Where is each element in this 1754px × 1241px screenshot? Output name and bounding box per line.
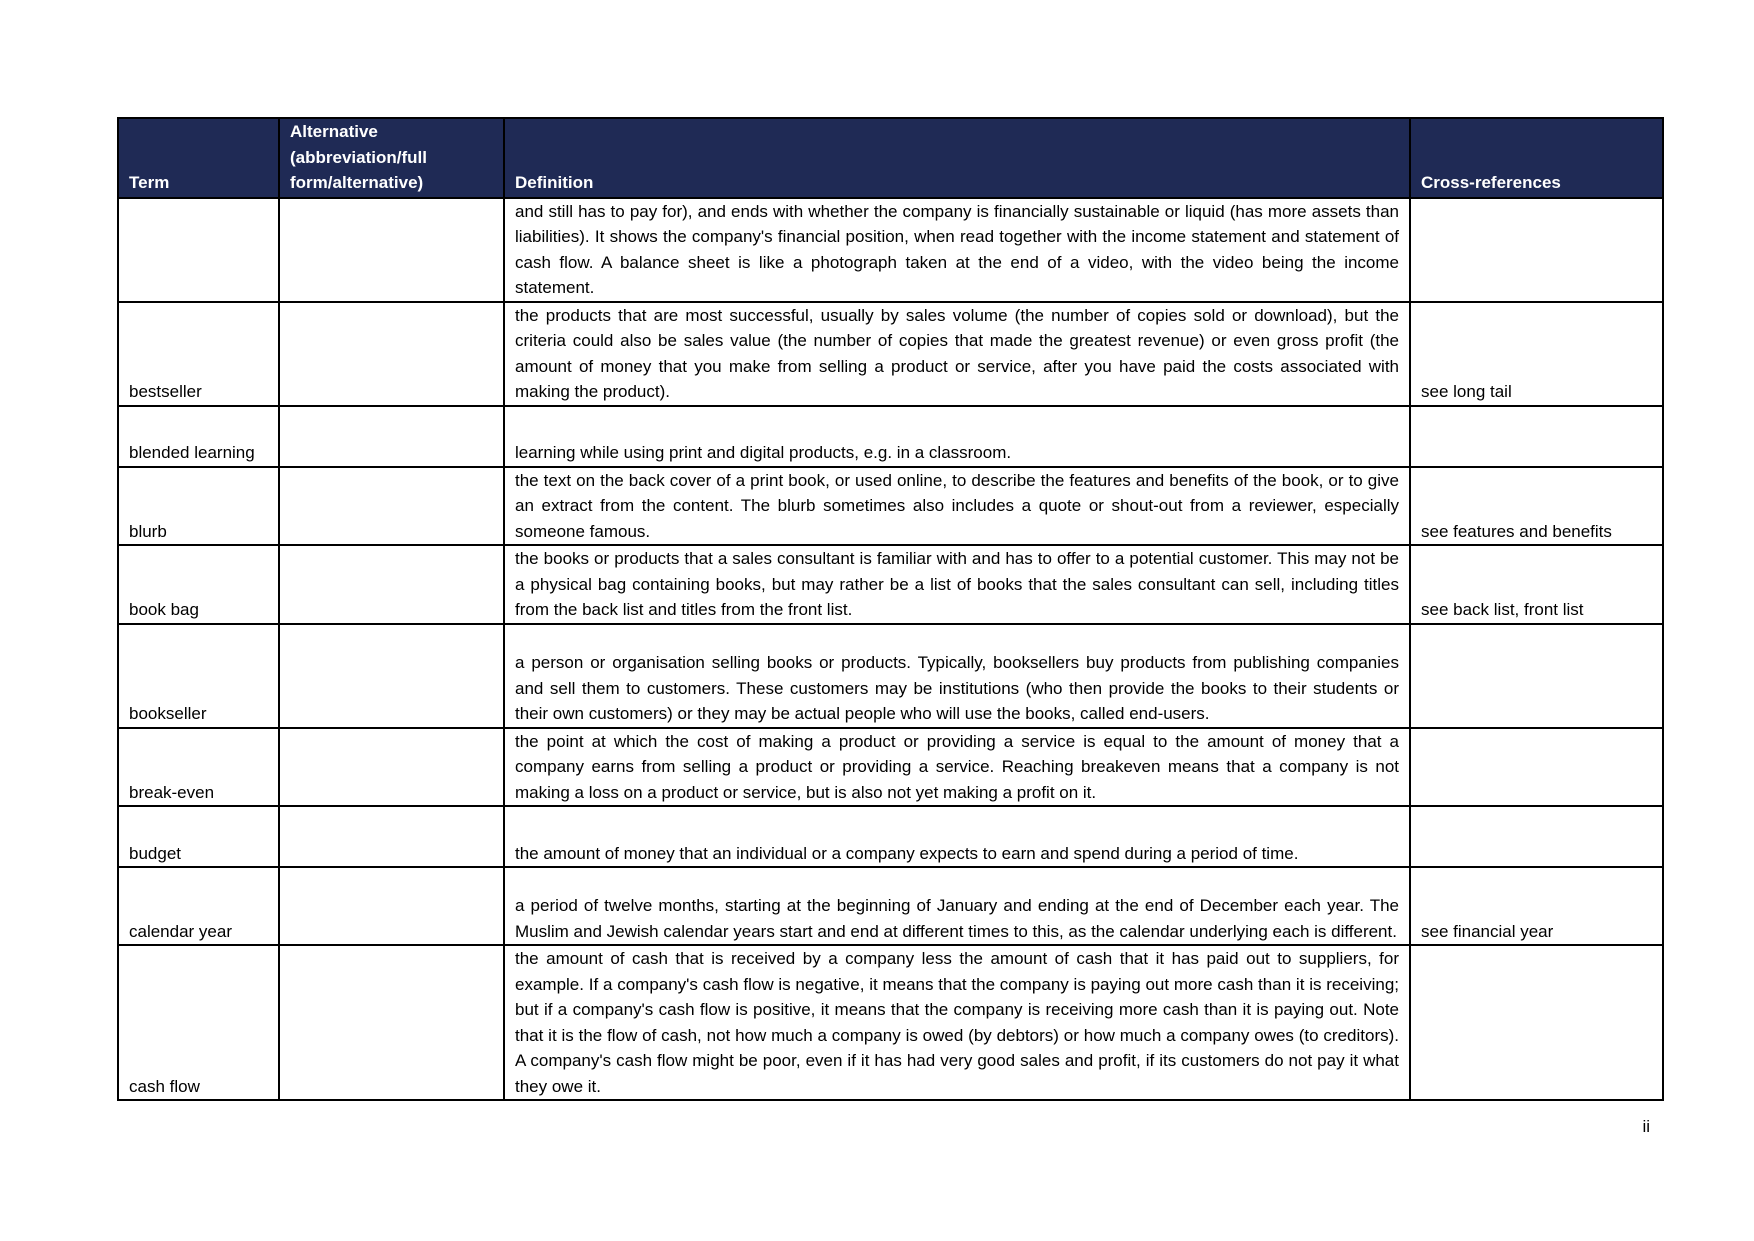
term-cell: cash flow bbox=[118, 945, 279, 1100]
definition-cell: the products that are most successful, usually by sales volume (the number of copies sold or download), but the criteria could also be sales value (the number of copies that made the greatest revenue) or even gross profit (the amount of money that you make from selling a product or service, after you have paid the costs associated with making the product). bbox=[504, 302, 1410, 406]
alternative-cell bbox=[279, 198, 504, 302]
header-alternative: Alternative (abbreviation/full form/alternative) bbox=[279, 118, 504, 198]
definition-cell: the text on the back cover of a print book, or used online, to describe the features and benefits of the book, or to give an extract from the content. The blurb sometimes also includes a quote or shout-out from a reviewer, especially someone famous. bbox=[504, 467, 1410, 546]
table-row bbox=[118, 728, 1663, 807]
term-cell: bookseller bbox=[118, 624, 279, 728]
cross-reference-cell bbox=[1410, 945, 1663, 1100]
term-cell: bestseller bbox=[118, 302, 279, 406]
table-row bbox=[118, 467, 1663, 546]
alternative-cell bbox=[279, 406, 504, 467]
table-row bbox=[118, 198, 1663, 302]
definition-cell: the amount of cash that is received by a company less the amount of cash that it has paid out to suppliers, for example. If a company's cash flow is negative, it means that the company is paying out more cash than it is receiving; but if a company's cash flow is positive, it means that the company is receiving more cash than it is paying out. Note that it is the flow of cash, not how much a company is owed (by debtors) or how much a company owes (to creditors). A company's cash flow might be poor, even if it has had very good sales and profit, if its customers do not pay it what they owe it. bbox=[504, 945, 1410, 1100]
alternative-cell bbox=[279, 806, 504, 867]
alternative-cell bbox=[279, 728, 504, 807]
definition-cell: and still has to pay for), and ends with whether the company is financially sustainable or liquid (has more assets than liabilities). It shows the company's financial position, when read together with the income statement and statement of cash flow. A balance sheet is like a photograph taken at the end of a video, with the video being the income statement. bbox=[504, 198, 1410, 302]
page-number: ii bbox=[1642, 1117, 1650, 1136]
definition-cell: learning while using print and digital products, e.g. in a classroom. bbox=[504, 406, 1410, 467]
definition-cell: the amount of money that an individual or a company expects to earn and spend during a period of time. bbox=[504, 806, 1410, 867]
table-row bbox=[118, 406, 1663, 467]
header-definition: Definition bbox=[504, 118, 1410, 198]
table-row bbox=[118, 302, 1663, 406]
table-row bbox=[118, 945, 1663, 1100]
term-cell: break-even bbox=[118, 728, 279, 807]
alternative-cell bbox=[279, 945, 504, 1100]
term-cell: calendar year bbox=[118, 867, 279, 945]
alternative-cell bbox=[279, 624, 504, 728]
alternative-cell bbox=[279, 302, 504, 406]
term-cell: blurb bbox=[118, 467, 279, 546]
term-cell: book bag bbox=[118, 545, 279, 624]
definition-cell: the books or products that a sales consultant is familiar with and has to offer to a potential customer. This may not be a physical bag containing books, but may rather be a list of books that the sales consultant can sell, including titles from the back list and titles from the front list. bbox=[504, 545, 1410, 624]
header-row bbox=[118, 118, 1663, 198]
cross-reference-cell: see back list, front list bbox=[1410, 545, 1663, 624]
cross-reference-cell bbox=[1410, 406, 1663, 467]
table-header bbox=[118, 118, 1663, 198]
table-row bbox=[118, 867, 1663, 945]
alternative-cell bbox=[279, 867, 504, 945]
cross-reference-cell: see financial year bbox=[1410, 867, 1663, 945]
table-row bbox=[118, 624, 1663, 728]
term-cell: blended learning bbox=[118, 406, 279, 467]
glossary-table bbox=[117, 117, 1664, 1101]
cross-reference-cell: see long tail bbox=[1410, 302, 1663, 406]
term-cell bbox=[118, 198, 279, 302]
definition-cell: a period of twelve months, starting at the beginning of January and ending at the end of December each year. The Muslim and Jewish calendar years start and end at different times to this, as the calendar underlying each is different. bbox=[504, 867, 1410, 945]
cross-reference-cell bbox=[1410, 624, 1663, 728]
cross-reference-cell bbox=[1410, 728, 1663, 807]
alternative-cell bbox=[279, 467, 504, 546]
definition-cell: the point at which the cost of making a product or providing a service is equal to the amount of money that a company earns from selling a product or providing a service. Reaching breakeven means that a company is not making a loss on a product or service, but is also not yet making a profit on it. bbox=[504, 728, 1410, 807]
cross-reference-cell: see features and benefits bbox=[1410, 467, 1663, 546]
term-cell: budget bbox=[118, 806, 279, 867]
definition-cell: a person or organisation selling books or products. Typically, booksellers buy products from publishing companies and sell them to customers. These customers may be institutions (who then provide the books to their students or their own customers) or they may be actual people who will use the books, called end-users. bbox=[504, 624, 1410, 728]
table-row bbox=[118, 545, 1663, 624]
cross-reference-cell bbox=[1410, 806, 1663, 867]
alternative-cell bbox=[279, 545, 504, 624]
header-cross-references: Cross-references bbox=[1410, 118, 1663, 198]
header-term: Term bbox=[118, 118, 279, 198]
cross-reference-cell bbox=[1410, 198, 1663, 302]
table-body bbox=[118, 198, 1663, 1101]
table-row bbox=[118, 806, 1663, 867]
